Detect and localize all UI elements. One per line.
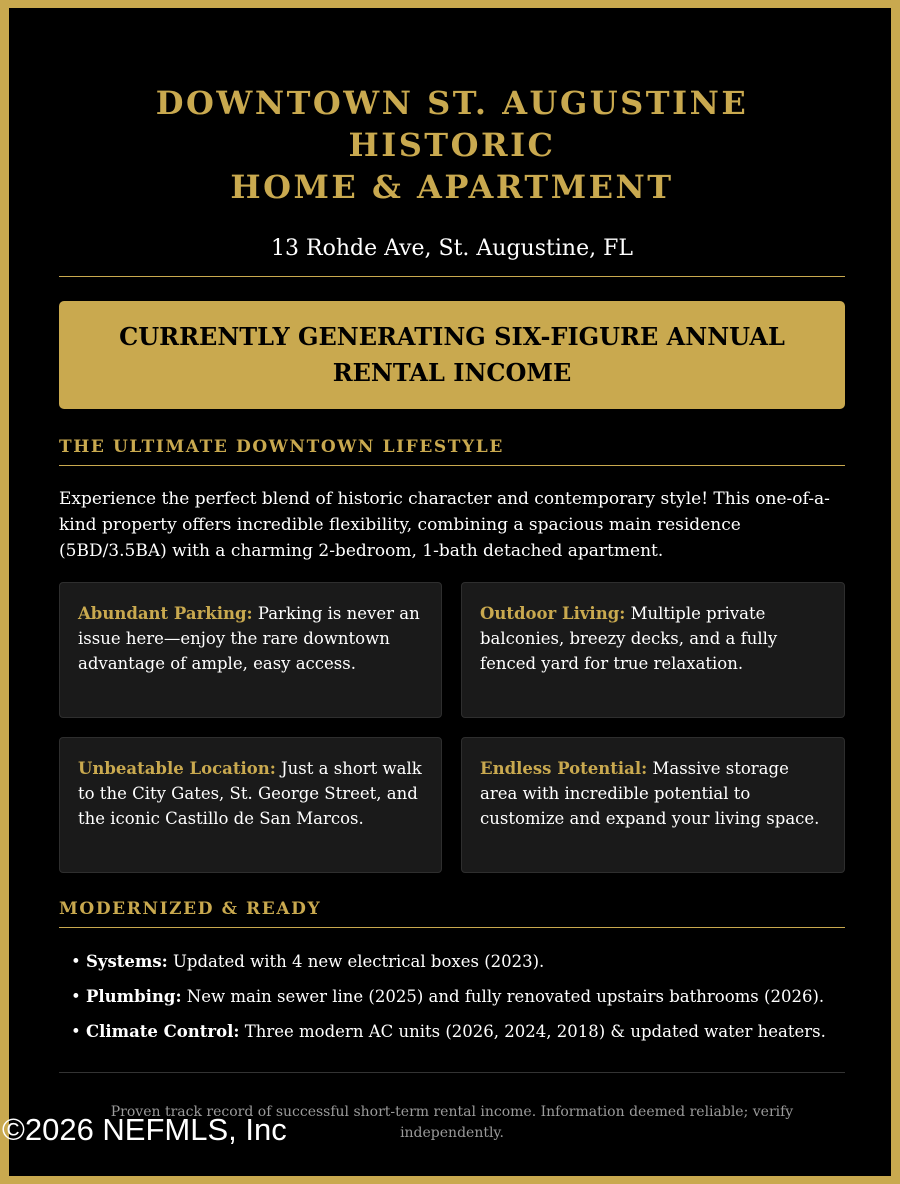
list-item: • Systems: Updated with 4 new electrical boxes (2023).: [71, 952, 545, 971]
copyright-watermark: ©2026 NEFMLS, Inc: [2, 1112, 287, 1147]
page-title: [59, 82, 845, 208]
flyer-frame: [9, 8, 891, 1176]
list-item-label: Systems:: [85, 952, 168, 971]
feature-label: Outdoor Living:: [480, 604, 626, 623]
income-banner: [59, 301, 845, 409]
list-item-text: New main sewer line (2025) and fully renovated upstairs bathrooms (2026).: [181, 987, 825, 1006]
lifestyle-intro: Experience the perfect blend of historic character and contemporary style! This one-of-a-kind property offers incredible flexibility, combining a spacious main residence (5BD/3.5BA) with a charming 2-bedroom, 1-bath detached apartment.: [59, 489, 830, 561]
income-banner-text: CURRENTLY GENERATING SIX-FIGURE ANNUAL RENTAL INCOME: [119, 322, 785, 387]
feature-label: Abundant Parking:: [78, 604, 253, 623]
feature-text: Just a short walk to the City Gates, St. George Street, and the iconic Castillo de San Marcos.: [78, 759, 422, 828]
feature-card-outdoor: [461, 582, 845, 718]
divider: [59, 465, 845, 466]
feature-text: Parking is never an issue here—enjoy the rare downtown advantage of ample, easy access.: [78, 604, 420, 673]
disclaimer: Proven track record of successful short-term rental income. Information deemed reliable; verify independently.: [110, 1104, 794, 1141]
feature-card-potential: [461, 737, 845, 873]
modernized-list: [59, 944, 845, 1049]
property-address: 13 Rohde Ave, St. Augustine, FL: [271, 236, 633, 261]
modernized-heading: MODERNIZED & READY: [59, 899, 322, 919]
list-item-text: Updated with 4 new electrical boxes (2023).: [167, 952, 545, 971]
list-item-label: Plumbing:: [85, 987, 182, 1006]
feature-text: Massive storage area with incredible potential to customize and expand your living space.: [480, 759, 820, 828]
divider: [59, 927, 845, 928]
list-item: • Climate Control: Three modern AC units (2026, 2024, 2018) & updated water heaters.: [71, 1022, 826, 1041]
divider: [59, 276, 845, 277]
feature-card-parking: [59, 582, 442, 718]
divider: [59, 1072, 845, 1073]
list-item-label: Climate Control:: [85, 1022, 240, 1041]
feature-card-location: [59, 737, 442, 873]
flyer-content: [59, 8, 845, 1144]
feature-label: Endless Potential:: [480, 759, 648, 778]
list-item-text: Three modern AC units (2026, 2024, 2018) & updated water heaters.: [239, 1022, 826, 1041]
feature-text: Multiple private balconies, breezy decks, and a fully fenced yard for true relaxation.: [480, 604, 778, 673]
feature-grid: [59, 582, 845, 873]
lifestyle-heading: THE ULTIMATE DOWNTOWN LIFESTYLE: [59, 437, 504, 457]
feature-label: Unbeatable Location:: [78, 759, 276, 778]
list-item: • Plumbing: New main sewer line (2025) and fully renovated upstairs bathrooms (2026).: [71, 987, 825, 1006]
title-line-1: DOWNTOWN ST. AUGUSTINE HISTORIC: [155, 84, 749, 164]
title-line-2: HOME & APARTMENT: [230, 168, 674, 206]
